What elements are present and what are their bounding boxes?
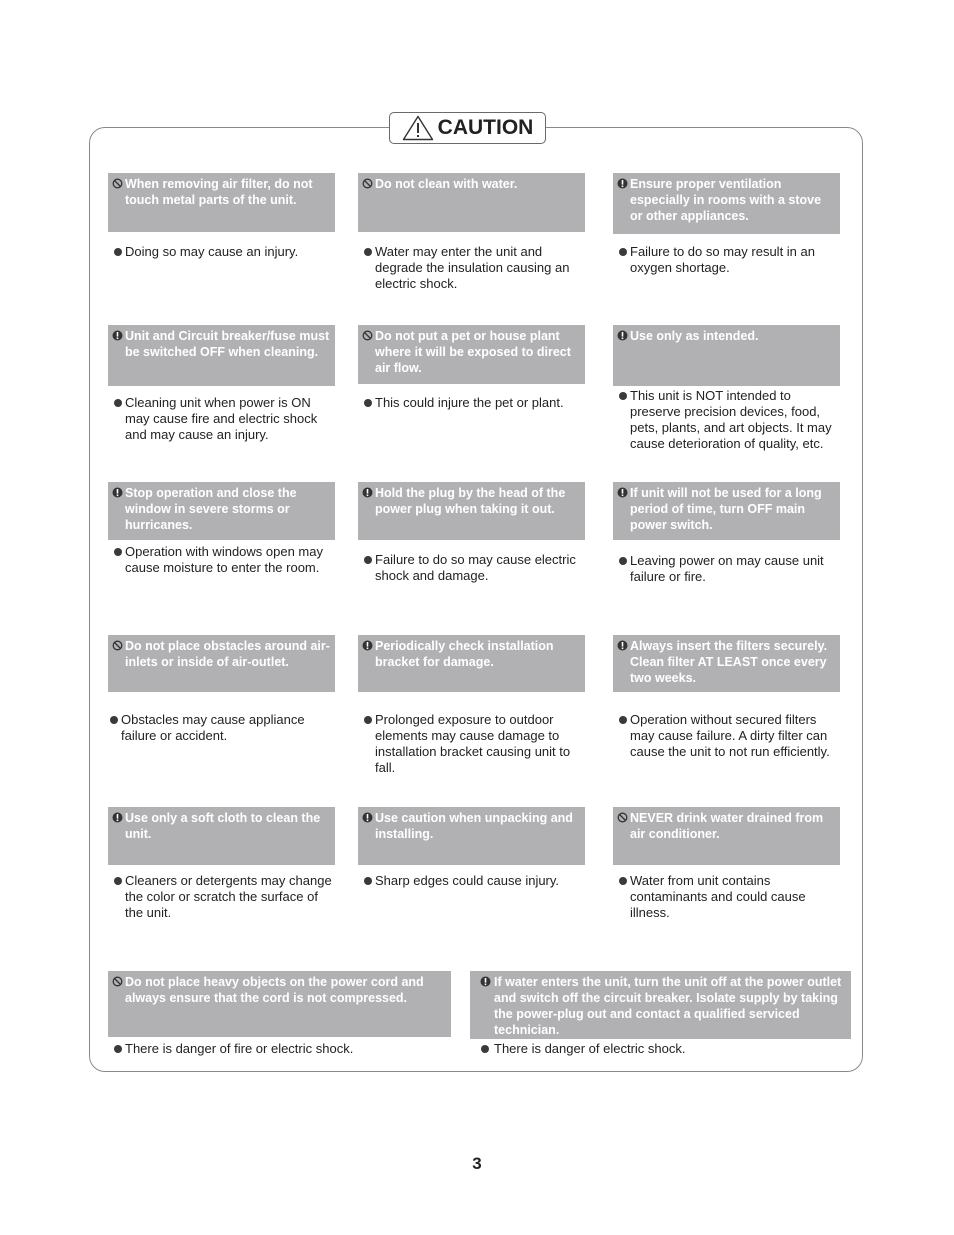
bullet-icon xyxy=(114,248,122,256)
mandatory-icon xyxy=(112,487,123,498)
caution-title-box xyxy=(389,112,546,144)
mandatory-icon xyxy=(362,640,373,651)
bullet-icon xyxy=(619,557,627,565)
caution-item xyxy=(613,325,840,451)
caution-item xyxy=(358,482,585,583)
caution-item xyxy=(108,635,335,743)
mandatory-icon xyxy=(617,178,628,189)
caution-header: If water enters the unit, turn the unit off at the power outlet and switch off the circuit breaker. Isolate supply by taking the power-plug out and contact a qualified serviced technician. xyxy=(470,971,851,1039)
caution-item xyxy=(358,635,585,775)
caution-header: NEVER drink water drained from air conditioner. xyxy=(613,807,840,865)
caution-body: Operation with windows open may cause moisture to enter the room. xyxy=(108,544,335,576)
caution-item xyxy=(470,971,851,1056)
caution-body: Cleaners or detergents may change the color or scratch the surface of the unit. xyxy=(108,873,335,921)
caution-body: This unit is NOT intended to preserve precision devices, food, pets, plants, and art objects. It may cause deterioration of quality, etc. xyxy=(613,388,840,452)
bullet-icon xyxy=(619,716,627,724)
caution-body: Failure to do so may cause electric shock and damage. xyxy=(358,552,585,584)
caution-header: When removing air filter, do not touch metal parts of the unit. xyxy=(108,173,335,232)
caution-item xyxy=(108,325,335,442)
caution-header: Always insert the filters securely. Clean filter AT LEAST once every two weeks. xyxy=(613,635,840,692)
bullet-icon xyxy=(364,556,372,564)
bullet-icon xyxy=(114,399,122,407)
caution-item xyxy=(358,173,585,291)
page-number: 3 xyxy=(472,1154,482,1173)
caution-body: Doing so may cause an injury. xyxy=(108,244,335,260)
mandatory-icon xyxy=(480,976,491,987)
caution-header: Do not place heavy objects on the power cord and always ensure that the cord is not compressed. xyxy=(108,971,451,1037)
prohibited-icon xyxy=(617,812,628,823)
prohibited-icon xyxy=(362,178,373,189)
caution-header: Use only a soft cloth to clean the unit. xyxy=(108,807,335,865)
bullet-icon xyxy=(364,716,372,724)
bullet-icon xyxy=(619,392,627,400)
bullet-icon xyxy=(114,877,122,885)
mandatory-icon xyxy=(112,330,123,341)
mandatory-icon xyxy=(617,330,628,341)
caution-body: Failure to do so may result in an oxygen shortage. xyxy=(613,244,840,276)
caution-body: Water from unit contains contaminants and could cause illness. xyxy=(613,873,840,921)
caution-body: Prolonged exposure to outdoor elements may cause damage to installation bracket causing unit to fall. xyxy=(358,712,585,776)
caution-item xyxy=(358,325,585,410)
caution-body: Cleaning unit when power is ON may cause fire and electric shock and may cause an injury. xyxy=(108,395,335,443)
caution-item xyxy=(108,482,335,575)
caution-body: There is danger of fire or electric shock. xyxy=(108,1041,451,1057)
mandatory-icon xyxy=(362,812,373,823)
caution-item xyxy=(108,173,335,259)
caution-item xyxy=(358,807,585,888)
caution-header: Hold the plug by the head of the power plug when taking it out. xyxy=(358,482,585,540)
caution-header: Do not clean with water. xyxy=(358,173,585,232)
bullet-icon xyxy=(481,1045,489,1053)
caution-body: Water may enter the unit and degrade the insulation causing an electric shock. xyxy=(358,244,585,292)
caution-header: Periodically check installation bracket for damage. xyxy=(358,635,585,692)
caution-item xyxy=(108,971,451,1056)
caution-header: Use caution when unpacking and installing. xyxy=(358,807,585,865)
bullet-icon xyxy=(114,548,122,556)
prohibited-icon xyxy=(112,178,123,189)
bullet-icon xyxy=(619,877,627,885)
mandatory-icon xyxy=(362,487,373,498)
caution-body: There is danger of electric shock. xyxy=(470,1041,851,1057)
caution-item xyxy=(108,807,335,920)
caution-body: Sharp edges could cause injury. xyxy=(358,873,585,889)
prohibited-icon xyxy=(112,976,123,987)
caution-body: Obstacles may cause appliance failure or accident. xyxy=(108,712,335,744)
caution-header: Use only as intended. xyxy=(613,325,840,386)
caution-body: Operation without secured filters may cause failure. A dirty filter can cause the unit to not run efficiently. xyxy=(613,712,840,760)
warning-triangle-icon xyxy=(402,115,434,141)
caution-header: If unit will not be used for a long period of time, turn OFF main power switch. xyxy=(613,482,840,540)
caution-item xyxy=(613,635,840,759)
caution-body: This could injure the pet or plant. xyxy=(358,395,585,411)
mandatory-icon xyxy=(112,812,123,823)
bullet-icon xyxy=(110,716,118,724)
caution-item xyxy=(613,173,840,275)
page-title: CAUTION xyxy=(437,116,534,139)
bullet-icon xyxy=(364,399,372,407)
bullet-icon xyxy=(114,1045,122,1053)
caution-header: Do not put a pet or house plant where it will be exposed to direct air flow. xyxy=(358,325,585,384)
caution-header: Ensure proper ventilation especially in rooms with a stove or other appliances. xyxy=(613,173,840,234)
prohibited-icon xyxy=(112,640,123,651)
caution-item xyxy=(613,807,840,920)
bullet-icon xyxy=(364,877,372,885)
mandatory-icon xyxy=(617,640,628,651)
mandatory-icon xyxy=(617,487,628,498)
caution-item xyxy=(613,482,840,584)
prohibited-icon xyxy=(362,330,373,341)
caution-header: Stop operation and close the window in severe storms or hurricanes. xyxy=(108,482,335,540)
caution-header: Unit and Circuit breaker/fuse must be switched OFF when cleaning. xyxy=(108,325,335,386)
bullet-icon xyxy=(619,248,627,256)
bullet-icon xyxy=(364,248,372,256)
caution-header: Do not place obstacles around air-inlets or inside of air-outlet. xyxy=(108,635,335,692)
caution-body: Leaving power on may cause unit failure or fire. xyxy=(613,553,840,585)
